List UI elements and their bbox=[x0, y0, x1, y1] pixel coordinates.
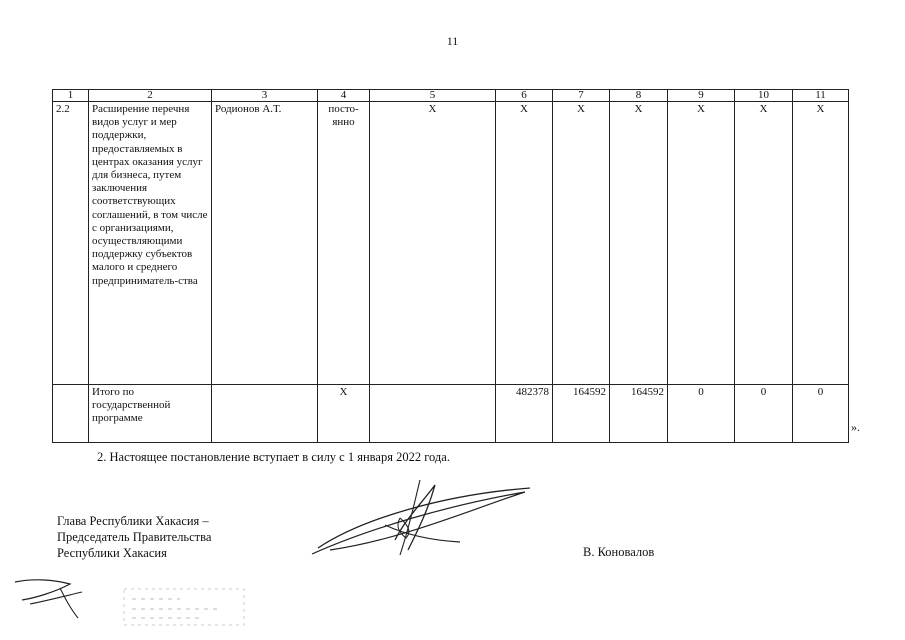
header-cell: 3 bbox=[212, 90, 318, 102]
header-cell: 6 bbox=[496, 90, 553, 102]
table-row bbox=[53, 102, 849, 385]
handwritten-signature bbox=[300, 470, 540, 560]
initials-mark bbox=[10, 570, 100, 625]
table-cell bbox=[370, 385, 496, 443]
table-cell: Х bbox=[735, 102, 793, 385]
table-cell: Х bbox=[318, 385, 370, 443]
table-cell: Х bbox=[553, 102, 610, 385]
item-number: 2.2 bbox=[53, 102, 89, 385]
responsible-person: Родионов А.Т. bbox=[212, 102, 318, 385]
header-cell: 2 bbox=[89, 90, 212, 102]
header-cell: 5 bbox=[370, 90, 496, 102]
header-cell: 7 bbox=[553, 90, 610, 102]
signatory-title bbox=[57, 513, 211, 561]
decree-paragraph: 2. Настоящее постановление вступает в силу с 1 января 2022 года. bbox=[97, 450, 450, 464]
total-value: 0 bbox=[793, 385, 849, 443]
total-value: 0 bbox=[668, 385, 735, 443]
header-cell: 8 bbox=[610, 90, 668, 102]
program-table bbox=[52, 89, 849, 443]
header-cell: 10 bbox=[735, 90, 793, 102]
table-cell: Х bbox=[610, 102, 668, 385]
table-header-row bbox=[53, 90, 849, 102]
signatory-title-line: Республики Хакасия bbox=[57, 546, 167, 560]
page-number: 11 bbox=[446, 34, 459, 48]
header-cell: 1 bbox=[53, 90, 89, 102]
total-label: Итого по государственной программе bbox=[89, 385, 212, 443]
item-description: Расширение перечня видов услуг и мер поддержки, предоставляемых в центрах оказания услуг для бизнеса, путем заключения соответствующих соглашений, в том числе с организациями, осуществляющими поддержку субъектов малого и среднего предприниматель-ства bbox=[89, 102, 212, 385]
table-cell: Х bbox=[496, 102, 553, 385]
closing-quote: ». bbox=[851, 420, 860, 434]
header-cell: 4 bbox=[318, 90, 370, 102]
term-cell: посто-янно bbox=[318, 102, 370, 385]
table-cell: Х bbox=[793, 102, 849, 385]
signatory-title-line: Глава Республики Хакасия – bbox=[57, 514, 209, 528]
signatory-title-line: Председатель Правительства bbox=[57, 530, 212, 544]
table-total-row bbox=[53, 385, 849, 443]
header-cell: 11 bbox=[793, 90, 849, 102]
faint-stamp bbox=[120, 585, 250, 630]
total-value: 164592 bbox=[610, 385, 668, 443]
total-value: 482378 bbox=[496, 385, 553, 443]
signatory-name: В. Коновалов bbox=[583, 545, 655, 559]
header-cell: 9 bbox=[668, 90, 735, 102]
total-value: 164592 bbox=[553, 385, 610, 443]
table-cell bbox=[53, 385, 89, 443]
table-cell: Х bbox=[370, 102, 496, 385]
total-value: 0 bbox=[735, 385, 793, 443]
table-cell: Х bbox=[668, 102, 735, 385]
table-cell bbox=[212, 385, 318, 443]
